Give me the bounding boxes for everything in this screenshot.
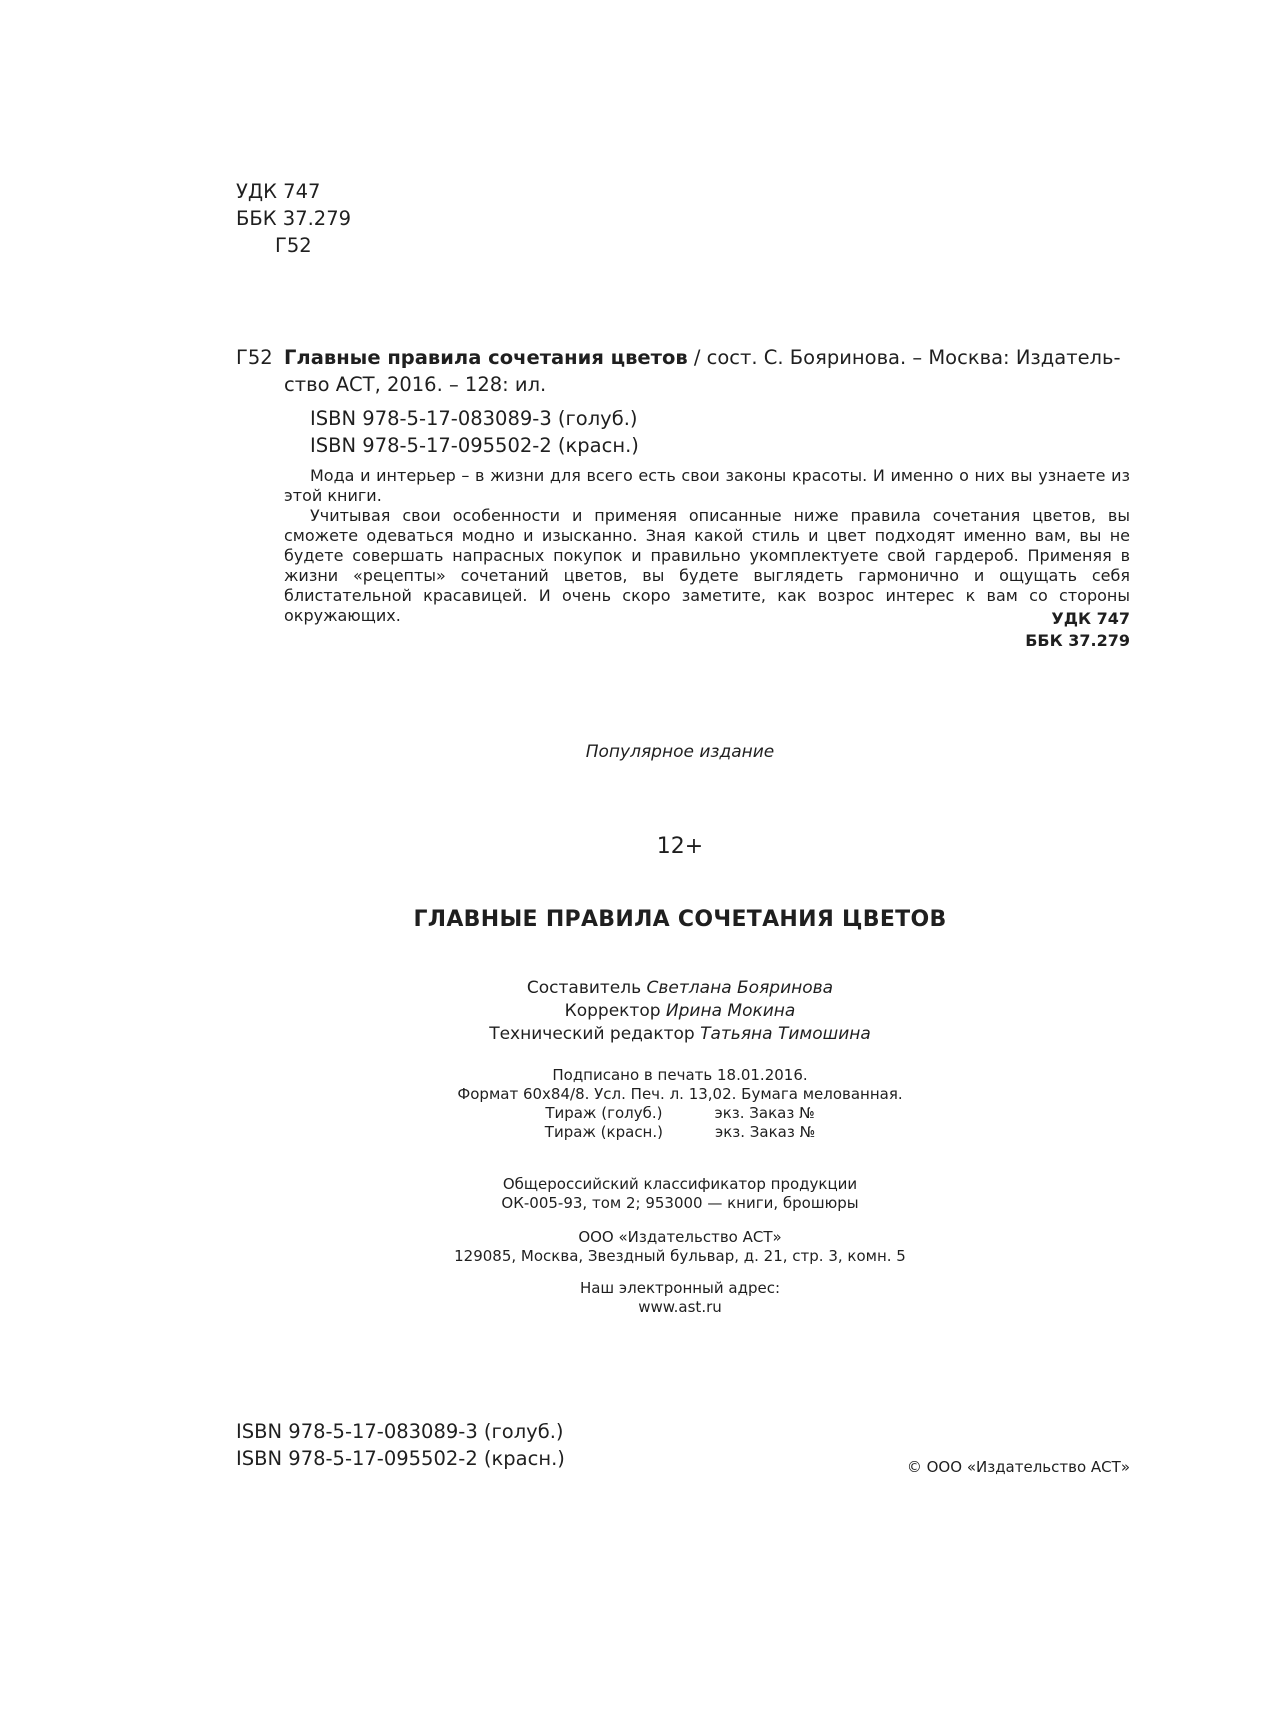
copyright: © ООО «Издательство АСТ»	[906, 1458, 1130, 1476]
biblio-bbk: ББК 37.279	[1025, 631, 1130, 650]
biblio-udk: УДК 747	[1051, 609, 1130, 628]
biblio-mark: Г52	[236, 346, 273, 369]
classifier-line1: Общероссийский классификатор продукции	[502, 1175, 858, 1193]
popular-edition: Популярное издание	[585, 742, 775, 762]
top-udk: УДК 747	[236, 180, 321, 203]
bottom-isbn2: ISBN 978-5-17-095502-2 (красн.)	[236, 1447, 565, 1470]
print-run1: Тираж (голуб.) экз. Заказ №	[545, 1104, 815, 1122]
print-signed: Подписано в печать 18.01.2016.	[552, 1066, 808, 1084]
age-rating: 12+	[656, 834, 704, 859]
web-info	[0, 1279, 1270, 1317]
main-title: ГЛАВНЫЕ ПРАВИЛА СОЧЕТАНИЯ ЦВЕТОВ	[413, 907, 947, 932]
web-url: www.ast.ru	[638, 1298, 722, 1316]
annotation	[284, 466, 1130, 626]
print-run2: Тираж (красн.) экз. Заказ №	[544, 1123, 816, 1141]
publisher-name: ООО «Издательство АСТ»	[578, 1228, 782, 1246]
biblio-rest-line2: ство АСТ, 2016. – 128: ил.	[284, 373, 547, 396]
bottom-isbn	[236, 1418, 565, 1472]
biblio-codes	[960, 608, 1130, 652]
top-codes	[236, 178, 351, 259]
classifier-line2: ОК-005-93, том 2; 953000 — книги, брошюры	[501, 1194, 859, 1212]
biblio-title: Главные правила сочетания цветов	[284, 346, 688, 369]
classifier	[0, 1175, 1270, 1213]
biblio-entry	[284, 344, 1130, 398]
top-bbk: ББК 37.279	[236, 207, 352, 230]
biblio-isbn2: ISBN 978-5-17-095502-2 (красн.)	[310, 434, 639, 457]
print-format: Формат 60х84/8. Усл. Печ. л. 13,02. Бумага мелованная.	[457, 1085, 903, 1103]
credits	[0, 977, 1270, 1046]
credit-compiler: Составитель Светлана Бояринова	[526, 978, 834, 998]
publisher	[0, 1228, 1270, 1266]
top-author-mark: Г52	[275, 234, 312, 257]
biblio-rest-line1: / сост. С. Бояринова. – Москва: Издатель-	[687, 346, 1121, 369]
bottom-isbn1: ISBN 978-5-17-083089-3 (голуб.)	[236, 1420, 564, 1443]
credit-corrector: Корректор Ирина Мокина	[564, 1001, 796, 1021]
credit-tech-editor: Технический редактор Татьяна Тимошина	[489, 1024, 871, 1044]
annotation-para2: Учитывая свои особенности и применяя описанные ниже правила сочетания цветов, вы сможете одеваться модно и изысканно. Зная какой стиль и цвет подходят именно вам, вы не будете совершать напрасных покупок и правильно укомплектуете свой гардероб. Применяя в жизни «рецепты» сочетаний цветов, вы будете выглядеть гармонично и ощущать себя блистательной красавицей. И очень скоро заметите, как возрос интерес к вам со стороны окружающих.	[284, 506, 1130, 625]
biblio-isbn1: ISBN 978-5-17-083089-3 (голуб.)	[310, 407, 638, 430]
web-label: Наш электронный адрес:	[579, 1279, 781, 1297]
biblio-isbn-block	[310, 405, 639, 459]
annotation-para1: Мода и интерьер – в жизни для всего есть свои законы красоты. И именно о них вы узнаете из этой книги.	[284, 466, 1130, 505]
print-info	[0, 1066, 1270, 1142]
publisher-address: 129085, Москва, Звездный бульвар, д. 21, стр. 3, комн. 5	[454, 1247, 906, 1265]
